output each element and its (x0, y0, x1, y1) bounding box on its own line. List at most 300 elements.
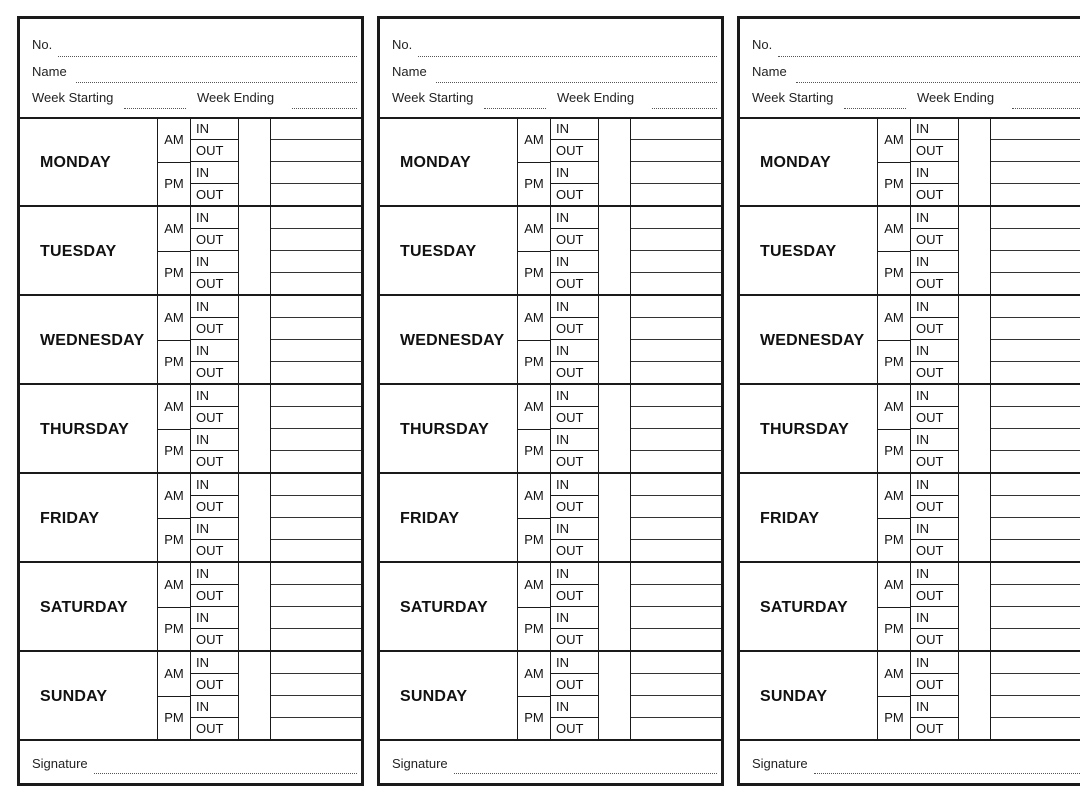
am-label: AM (518, 118, 550, 163)
out-label: OUT (190, 318, 238, 340)
out-label: OUT (190, 140, 238, 162)
in-label: IN (910, 696, 958, 718)
am-label: AM (878, 207, 910, 252)
out-label: OUT (196, 632, 224, 647)
pm-label: PM (524, 354, 544, 369)
hours-column[interactable] (239, 118, 271, 205)
in-out-column (910, 474, 959, 561)
time-entry-line[interactable] (631, 139, 721, 140)
time-entry-line[interactable] (631, 361, 721, 362)
time-entry-line[interactable] (991, 272, 1080, 273)
in-label: IN (190, 340, 238, 362)
pm-label: PM (524, 443, 544, 458)
time-entry-line[interactable] (271, 606, 361, 607)
time-entry-line[interactable] (991, 228, 1080, 229)
out-label: OUT (916, 543, 944, 558)
hours-column[interactable] (239, 563, 271, 650)
out-label: OUT (916, 276, 944, 291)
am-label: AM (518, 207, 550, 252)
name-field[interactable] (76, 82, 357, 83)
week-ending-field[interactable] (652, 108, 717, 109)
time-entry-line[interactable] (271, 717, 361, 718)
in-out-column (190, 563, 239, 650)
in-label: IN (550, 474, 598, 496)
day-row (740, 296, 1080, 385)
time-entry-line[interactable] (631, 628, 721, 629)
name-label: Name (32, 64, 67, 79)
timecard-header (740, 19, 1080, 119)
hours-column[interactable] (239, 652, 271, 739)
signature-label: Signature (752, 756, 808, 771)
time-entry-line[interactable] (631, 673, 721, 674)
timecard-header (380, 19, 721, 119)
day-name: SUNDAY (40, 688, 108, 705)
out-label: OUT (556, 187, 584, 202)
hours-column[interactable] (959, 118, 991, 205)
time-entry-line[interactable] (271, 228, 361, 229)
am-label: AM (158, 652, 190, 697)
time-entry-line[interactable] (991, 183, 1080, 184)
time-entry-line[interactable] (271, 317, 361, 318)
day-name: SUNDAY (760, 688, 828, 705)
pm-label: PM (164, 532, 184, 547)
ampm-column (877, 296, 911, 383)
ampm-column (877, 652, 911, 739)
day-name: FRIDAY (760, 510, 820, 527)
out-label: OUT (910, 674, 958, 696)
in-out-column (550, 207, 599, 294)
day-grid (20, 118, 361, 742)
pm-label: PM (884, 710, 904, 725)
ampm-column (157, 563, 191, 650)
pm-label: PM (884, 354, 904, 369)
in-out-column (550, 474, 599, 561)
time-entry-line[interactable] (991, 450, 1080, 451)
in-out-column (190, 296, 239, 383)
in-label: IN (190, 162, 238, 184)
out-label: OUT (910, 229, 958, 251)
day-row (380, 474, 721, 563)
out-label: OUT (910, 407, 958, 429)
hours-column[interactable] (959, 474, 991, 561)
am-label: AM (518, 385, 550, 430)
signature-row (20, 742, 361, 786)
out-label: OUT (196, 187, 224, 202)
am-label: AM (158, 385, 190, 430)
out-label: OUT (910, 496, 958, 518)
pm-label: PM (164, 443, 184, 458)
in-label: IN (190, 607, 238, 629)
am-label: AM (158, 296, 190, 341)
in-out-column (550, 385, 599, 472)
time-entry-line[interactable] (631, 161, 721, 162)
hours-column[interactable] (599, 385, 631, 472)
time-entry-line[interactable] (631, 539, 721, 540)
day-row (740, 385, 1080, 474)
in-label: IN (910, 607, 958, 629)
time-entry-line[interactable] (271, 428, 361, 429)
hours-column[interactable] (599, 296, 631, 383)
time-entry-line[interactable] (991, 717, 1080, 718)
day-row (740, 563, 1080, 652)
ampm-column (157, 474, 191, 561)
timecard-header (20, 19, 361, 119)
am-label: AM (158, 474, 190, 519)
out-label: OUT (916, 454, 944, 469)
timecard (737, 16, 1080, 786)
day-name: TUESDAY (760, 243, 837, 260)
in-out-column (190, 118, 239, 205)
ampm-column (157, 118, 191, 205)
day-name: FRIDAY (400, 510, 460, 527)
in-label: IN (550, 296, 598, 318)
day-row (20, 118, 361, 207)
pm-label: PM (164, 176, 184, 191)
in-label: IN (910, 207, 958, 229)
hours-column[interactable] (959, 652, 991, 739)
day-row (380, 652, 721, 741)
week-ending-field[interactable] (292, 108, 357, 109)
out-label: OUT (556, 721, 584, 736)
out-label: OUT (550, 318, 598, 340)
pm-label: PM (524, 532, 544, 547)
out-label: OUT (196, 721, 224, 736)
ampm-column (157, 296, 191, 383)
in-label: IN (550, 652, 598, 674)
in-label: IN (190, 518, 238, 540)
hours-column[interactable] (239, 207, 271, 294)
in-label: IN (910, 340, 958, 362)
day-row (740, 652, 1080, 741)
in-out-column (190, 474, 239, 561)
in-out-column (550, 652, 599, 739)
hours-column[interactable] (599, 207, 631, 294)
day-name: TUESDAY (400, 243, 477, 260)
time-entry-line[interactable] (271, 628, 361, 629)
out-label: OUT (196, 276, 224, 291)
time-entry-line[interactable] (991, 161, 1080, 162)
in-label: IN (190, 696, 238, 718)
in-label: IN (910, 563, 958, 585)
hours-column[interactable] (599, 474, 631, 561)
out-label: OUT (556, 632, 584, 647)
pm-label: PM (164, 621, 184, 636)
time-entry-line[interactable] (991, 606, 1080, 607)
out-label: OUT (916, 187, 944, 202)
day-name: MONDAY (40, 154, 111, 171)
day-name: FRIDAY (40, 510, 100, 527)
am-label: AM (158, 207, 190, 252)
day-grid (740, 118, 1080, 742)
out-label: OUT (916, 365, 944, 380)
week-starting-label: Week Starting (32, 90, 114, 105)
signature-field[interactable] (814, 773, 1080, 774)
ampm-column (517, 563, 551, 650)
in-label: IN (550, 696, 598, 718)
hours-column[interactable] (959, 563, 991, 650)
in-label: IN (190, 385, 238, 407)
in-label: IN (550, 118, 598, 140)
am-label: AM (878, 652, 910, 697)
in-label: IN (550, 340, 598, 362)
day-name: WEDNESDAY (400, 332, 505, 349)
day-row (740, 118, 1080, 207)
week-starting-field[interactable] (124, 108, 186, 109)
no-label: No. (392, 37, 413, 52)
time-entry-line[interactable] (271, 272, 361, 273)
time-entry-line[interactable] (631, 317, 721, 318)
pm-label: PM (524, 176, 544, 191)
time-entry-line[interactable] (271, 695, 361, 696)
am-label: AM (158, 118, 190, 163)
day-row (380, 296, 721, 385)
pm-label: PM (884, 265, 904, 280)
pm-label: PM (884, 532, 904, 547)
am-label: AM (878, 296, 910, 341)
timecard (377, 16, 724, 786)
time-entry-line[interactable] (631, 695, 721, 696)
time-entry-line[interactable] (991, 139, 1080, 140)
time-entry-line[interactable] (631, 450, 721, 451)
pm-label: PM (884, 176, 904, 191)
day-row (20, 563, 361, 652)
in-label: IN (910, 251, 958, 273)
out-label: OUT (550, 496, 598, 518)
pm-label: PM (164, 265, 184, 280)
name-label: Name (752, 64, 787, 79)
time-entry-line[interactable] (271, 584, 361, 585)
in-out-column (550, 118, 599, 205)
hours-column[interactable] (239, 474, 271, 561)
hours-column[interactable] (959, 385, 991, 472)
ampm-column (877, 118, 911, 205)
time-entry-line[interactable] (271, 361, 361, 362)
day-row (740, 207, 1080, 296)
signature-row (380, 742, 721, 786)
ampm-column (517, 118, 551, 205)
day-row (380, 563, 721, 652)
in-label: IN (550, 429, 598, 451)
day-row (20, 296, 361, 385)
out-label: OUT (556, 276, 584, 291)
am-label: AM (878, 563, 910, 608)
am-label: AM (518, 652, 550, 697)
no-field[interactable] (58, 56, 357, 57)
in-label: IN (190, 296, 238, 318)
out-label: OUT (190, 407, 238, 429)
day-name: MONDAY (400, 154, 471, 171)
out-label: OUT (196, 365, 224, 380)
time-entry-line[interactable] (271, 161, 361, 162)
time-entry-line[interactable] (991, 317, 1080, 318)
in-out-column (550, 563, 599, 650)
day-name: SUNDAY (400, 688, 468, 705)
out-label: OUT (556, 365, 584, 380)
time-entry-line[interactable] (631, 495, 721, 496)
time-entry-line[interactable] (271, 673, 361, 674)
day-name: TUESDAY (40, 243, 117, 260)
out-label: OUT (916, 721, 944, 736)
time-entry-line[interactable] (631, 584, 721, 585)
in-label: IN (190, 118, 238, 140)
time-entry-line[interactable] (991, 517, 1080, 518)
pm-label: PM (524, 265, 544, 280)
ampm-column (517, 296, 551, 383)
time-entry-line[interactable] (631, 272, 721, 273)
time-entry-line[interactable] (991, 361, 1080, 362)
ampm-column (157, 385, 191, 472)
time-entry-line[interactable] (631, 517, 721, 518)
no-label: No. (32, 37, 53, 52)
in-out-column (910, 563, 959, 650)
time-entry-line[interactable] (271, 139, 361, 140)
time-entry-line[interactable] (991, 250, 1080, 251)
name-field[interactable] (436, 82, 717, 83)
day-name: SATURDAY (400, 599, 488, 616)
time-entry-line[interactable] (991, 539, 1080, 540)
pm-label: PM (164, 354, 184, 369)
signature-row (740, 742, 1080, 786)
ampm-column (877, 207, 911, 294)
hours-column[interactable] (599, 652, 631, 739)
in-label: IN (190, 652, 238, 674)
in-out-column (910, 385, 959, 472)
time-entry-line[interactable] (271, 495, 361, 496)
out-label: OUT (916, 632, 944, 647)
pm-label: PM (884, 621, 904, 636)
time-entry-line[interactable] (271, 406, 361, 407)
time-entry-line[interactable] (991, 673, 1080, 674)
hours-column[interactable] (599, 563, 631, 650)
time-entry-line[interactable] (991, 428, 1080, 429)
time-entry-line[interactable] (271, 450, 361, 451)
am-label: AM (518, 474, 550, 519)
in-label: IN (550, 207, 598, 229)
in-label: IN (190, 207, 238, 229)
week-starting-field[interactable] (484, 108, 546, 109)
in-label: IN (550, 162, 598, 184)
ampm-column (877, 563, 911, 650)
in-label: IN (910, 474, 958, 496)
in-out-column (910, 296, 959, 383)
out-label: OUT (196, 543, 224, 558)
time-entry-line[interactable] (631, 717, 721, 718)
time-entry-line[interactable] (631, 228, 721, 229)
no-label: No. (752, 37, 773, 52)
no-field[interactable] (418, 56, 717, 57)
in-label: IN (910, 385, 958, 407)
time-entry-line[interactable] (631, 606, 721, 607)
am-label: AM (518, 296, 550, 341)
hours-column[interactable] (959, 207, 991, 294)
no-field[interactable] (778, 56, 1080, 57)
signature-label: Signature (392, 756, 448, 771)
day-grid (380, 118, 721, 742)
day-row (20, 385, 361, 474)
pm-label: PM (524, 621, 544, 636)
am-label: AM (158, 563, 190, 608)
week-ending-label: Week Ending (557, 90, 635, 105)
out-label: OUT (190, 674, 238, 696)
in-label: IN (550, 518, 598, 540)
time-entry-line[interactable] (991, 495, 1080, 496)
out-label: OUT (550, 585, 598, 607)
out-label: OUT (910, 585, 958, 607)
ampm-column (877, 474, 911, 561)
out-label: OUT (556, 543, 584, 558)
time-entry-line[interactable] (991, 406, 1080, 407)
out-label: OUT (910, 140, 958, 162)
in-label: IN (910, 518, 958, 540)
time-entry-line[interactable] (631, 250, 721, 251)
time-entry-line[interactable] (631, 406, 721, 407)
out-label: OUT (550, 229, 598, 251)
time-entry-line[interactable] (631, 428, 721, 429)
time-entry-line[interactable] (991, 584, 1080, 585)
am-label: AM (878, 474, 910, 519)
time-entry-line[interactable] (271, 539, 361, 540)
ampm-column (877, 385, 911, 472)
in-out-column (910, 652, 959, 739)
time-entry-line[interactable] (631, 183, 721, 184)
in-label: IN (910, 652, 958, 674)
time-entry-line[interactable] (271, 517, 361, 518)
week-starting-label: Week Starting (752, 90, 834, 105)
signature-field[interactable] (94, 773, 357, 774)
timecard (17, 16, 364, 786)
in-out-column (910, 118, 959, 205)
hours-column[interactable] (959, 296, 991, 383)
day-row (20, 652, 361, 741)
week-ending-label: Week Ending (197, 90, 275, 105)
week-starting-field[interactable] (844, 108, 906, 109)
hours-column[interactable] (239, 296, 271, 383)
pm-label: PM (884, 443, 904, 458)
ampm-column (517, 474, 551, 561)
in-label: IN (550, 607, 598, 629)
name-label: Name (392, 64, 427, 79)
time-entry-line[interactable] (991, 695, 1080, 696)
out-label: OUT (550, 674, 598, 696)
ampm-column (517, 207, 551, 294)
time-entry-line[interactable] (631, 339, 721, 340)
day-row (740, 474, 1080, 563)
signature-field[interactable] (454, 773, 717, 774)
day-row (380, 385, 721, 474)
hours-column[interactable] (599, 118, 631, 205)
ampm-column (517, 652, 551, 739)
time-entry-line[interactable] (991, 339, 1080, 340)
hours-column[interactable] (239, 385, 271, 472)
day-name: WEDNESDAY (40, 332, 145, 349)
signature-label: Signature (32, 756, 88, 771)
name-field[interactable] (796, 82, 1080, 83)
am-label: AM (878, 385, 910, 430)
time-entry-line[interactable] (991, 628, 1080, 629)
pm-label: PM (524, 710, 544, 725)
am-label: AM (518, 563, 550, 608)
week-ending-field[interactable] (1012, 108, 1080, 109)
day-name: WEDNESDAY (760, 332, 865, 349)
time-entry-line[interactable] (271, 183, 361, 184)
ampm-column (157, 207, 191, 294)
time-entry-line[interactable] (271, 339, 361, 340)
time-entry-line[interactable] (271, 250, 361, 251)
week-starting-label: Week Starting (392, 90, 474, 105)
in-label: IN (550, 385, 598, 407)
ampm-column (157, 652, 191, 739)
day-row (20, 474, 361, 563)
